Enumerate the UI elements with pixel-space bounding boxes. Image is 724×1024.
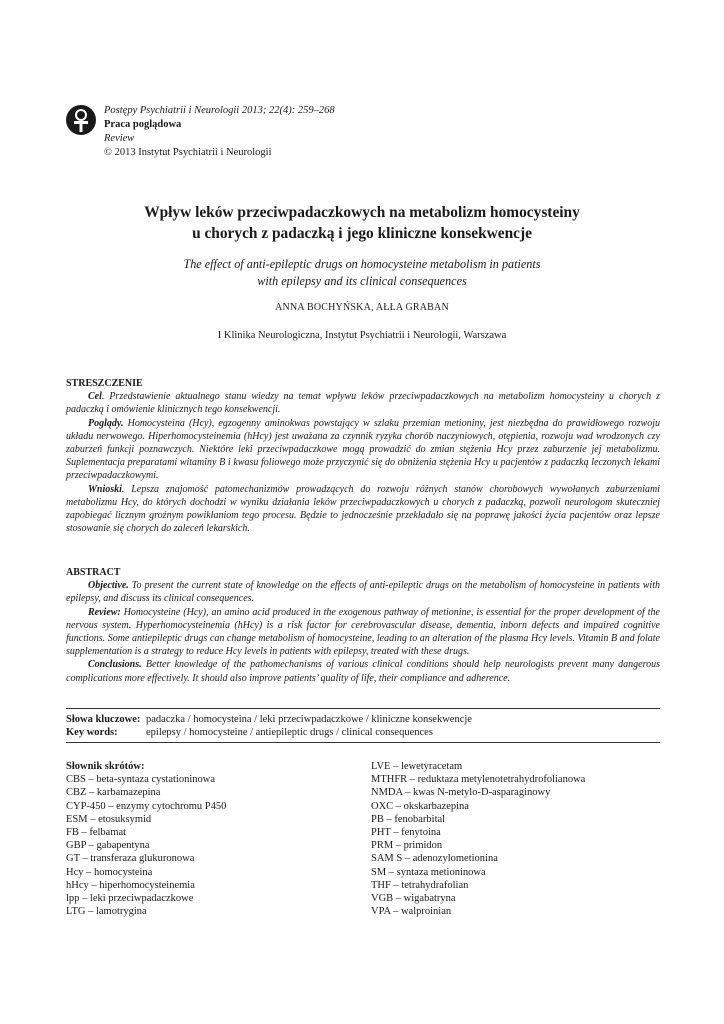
divider-top (66, 708, 660, 709)
abbr-item: GBP – gabapentyna (66, 840, 150, 852)
article-type: Praca poglądowa (104, 119, 182, 130)
journal-citation: Postępy Psychiatrii i Neurologii 2013; 22(4): 259–268 (104, 105, 335, 116)
abbr-item: THF – tetrahydrafolian (371, 879, 469, 891)
journal-logo (65, 104, 97, 136)
abbr-item: lpp – leki przeciwpadaczkowe (66, 893, 194, 905)
cel-paragraph: Cel. Przedstawienie aktualnego stanu wiedzy na temat wpływu leków przeciwpadaczkowych na metabolizm homocysteiny u chorych z padaczką i omówienie klinicznych tego konsekwencji. (66, 391, 660, 416)
abbr-item: CYP-450 – enzymy cytochromu P450 (66, 800, 227, 812)
abbr-item: LVE – lewetyracetam (371, 761, 463, 772)
abbr-item: CBZ – karbamazepina (66, 787, 161, 799)
affiliation: I Klinika Neurologiczna, Instytut Psychiatrii i Neurologii, Warszawa (217, 330, 507, 341)
article-type-en: Review (104, 133, 135, 144)
poglady-paragraph: Poglądy. Homocysteina (Hcy), egzogenny aminokwas powstający w szlaku przemian metioniny, jest niezbędna do prawidłowego rozwoju układu nerwowego. Hiperhomocysteinemia (hHcy) jest uważana za czynnik ryzyka chorób naczyniowych, otępienia, rozwoju wad wrodzonych czy zaburzeń funkcji poznawczych. Niektóre leki przeciwpadaczkowe mogą prowadzić do zmian stężenia Hcy przez zaburzenie jej metabolizmu. Suplementacja preparatami witaminy B i kwasu foliowego może przyczynić się do obniżenia stężenia Hcy u pacjentów z padaczką leczonych lekami przeciwpadaczkowymi. (66, 417, 660, 482)
review-paragraph: Review: Homocysteine (Hcy), an amino acid produced in the exogenous pathway of metionine, is essential for the proper development of the nervous system. Hyperhomocysteinemia (hHcy) is a risk factor for cerebrovascular disease, dementia, inborn defects and impaired cognitive functions. Some antiepileptic drugs can change metabolism of homocysteine, leading to an alteration of the plasma Hcy levels. Vitamin B and folate supplementation is a strategy to reduce Hcy levels in patients with epilepsy, treated with these drugs. (66, 606, 660, 658)
abbr-item: GT – transferaza glukuronowa (66, 853, 195, 865)
title-pl: Wpływ leków przeciwpadaczkowych na metabolizm homocysteiny u chorych z padaczką i jego kliniczne konsekwencje (144, 204, 580, 242)
abbr-item: FB – felbamat (66, 827, 127, 839)
abbreviations-heading: Słownik skrótów: (66, 761, 145, 772)
title-en: The effect of anti-epileptic drugs on homocysteine metabolism in patients with epilepsy and its clinical consequences (183, 257, 541, 288)
abbr-item: PB – fenobarbital (371, 813, 446, 825)
abstract-heading: ABSTRACT (66, 567, 121, 578)
keywords-pl: Słowa kluczowe: padaczka / homocysteina / leki przeciwpadaczkowe / kliniczne konsekwencje (66, 714, 472, 725)
abbr-item: VGB – wigabatryna (371, 893, 456, 905)
abstract-section (66, 566, 660, 685)
abbr-item: PRM – primidon (371, 840, 443, 852)
streszczenie-section (66, 377, 660, 535)
abbr-item: PHT – fenytoina (371, 827, 441, 839)
journal-header (104, 104, 335, 160)
keywords-en: Key words: epilepsy / homocysteine / antiepileptic drugs / clinical consequences (66, 727, 433, 738)
abbr-item: ESM – etosuksymid (66, 813, 152, 825)
abbr-item: CBS – beta-syntaza cystationinowa (66, 774, 216, 786)
abbr-item: OXC – okskarbazepina (371, 800, 469, 812)
abbr-item: MTHFR – reduktaza metylenotetrahydrofolianowa (371, 774, 586, 786)
abbr-item: NMDA – kwas N-metylo-D-asparaginowy (371, 787, 551, 799)
abbr-item: SM – syntaza metioninowa (371, 866, 486, 878)
abbr-item: SAM S – adenozylometionina (371, 853, 498, 865)
objective-paragraph: Objective. To present the current state of knowledge on the effects of anti-epileptic drugs on the metabolism of homocysteine in patients with epilepsy, and discuss its clinical consequences. (66, 580, 660, 605)
abbr-item: VPA – walproinian (371, 906, 452, 918)
abbreviations-col2 (371, 760, 661, 918)
streszczenie-heading: STRESZCZENIE (66, 378, 143, 389)
abbreviations-col1 (66, 760, 356, 918)
abbr-item: hHcy – hiperhomocysteinemia (66, 879, 195, 891)
wnioski-paragraph: Wnioski. Lepsza znajomość patomechanizmów prowadzących do rozwoju różnych stanów chorobowych wywołanych zaburzeniami metabolizmu Hcy, do których dochodzi w wyniku działania leków przeciwpadaczkowych u chorych z padaczką, pozwoli neurologom skuteczniej zapobiegać licznym groźnym powikłaniom tego procesu. Będzie to jednocześnie przekładało się na poprawę jakości życia pacjentów oraz lepsze stosowanie się chorych do zaleceń lekarskich. (66, 483, 660, 535)
copyright: © 2013 Instytut Psychiatrii i Neurologii (104, 147, 272, 158)
conclusions-paragraph: Conclusions. Better knowledge of the pathomechanisms of various clinical conditions should help neurologists prevent many dangerous complications more effectively. It should also improve patients’ quality of life, their compliance and adherence. (66, 659, 660, 684)
abbr-item: LTG – lamotrygina (66, 906, 147, 918)
abbr-item: Hcy – homocysteina (66, 866, 153, 878)
authors: ANNA BOCHYŃSKA, AŁŁA GRABAN (275, 302, 449, 313)
divider-bottom (66, 742, 660, 743)
